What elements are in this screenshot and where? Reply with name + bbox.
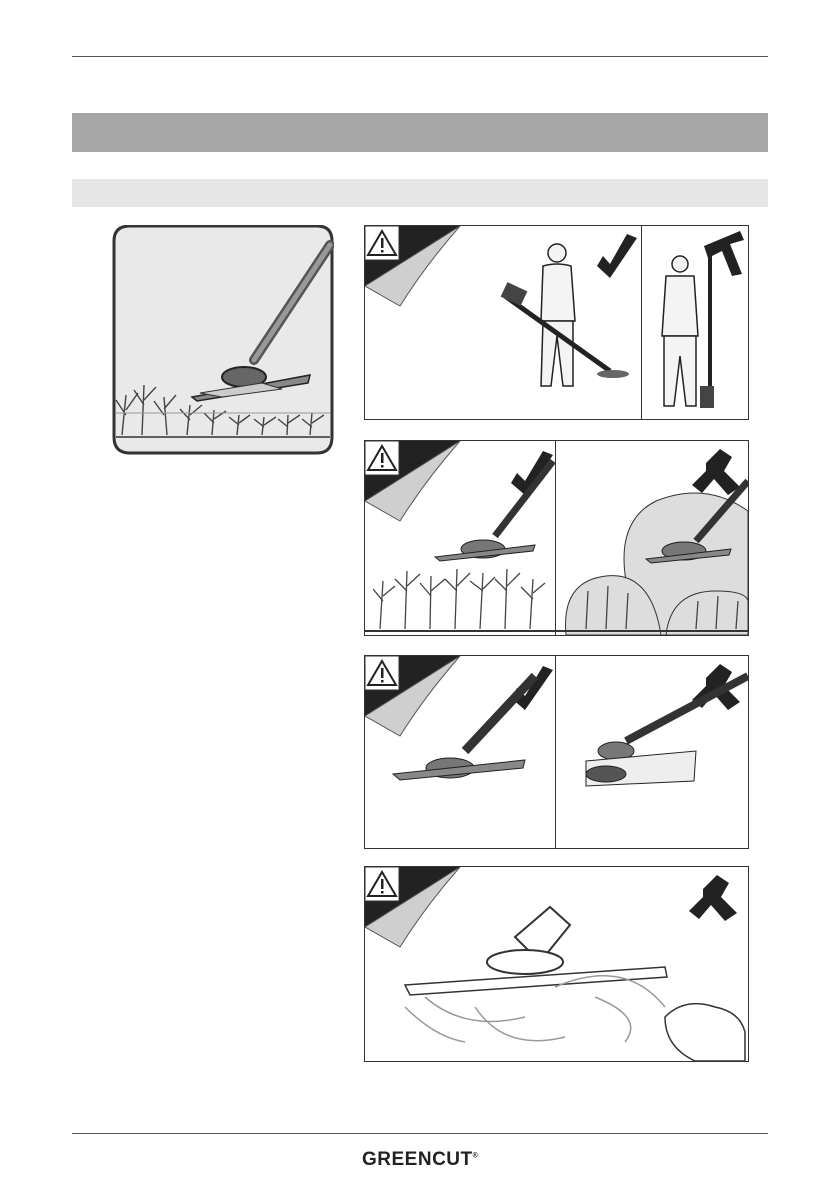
section-header-bar — [72, 113, 768, 152]
greencut-logo — [362, 1149, 482, 1171]
panel-incorrect-bushes — [555, 440, 749, 636]
cutting-grass-illustration — [112, 225, 334, 455]
warning-icon — [365, 226, 399, 260]
check-mark-icon — [597, 234, 637, 278]
subsection-header-bar — [72, 179, 768, 207]
panel-correct-guard — [364, 655, 557, 849]
panel-correct-trim-height — [364, 440, 557, 636]
top-rule — [72, 56, 768, 57]
panel-incorrect-hand-near-line — [364, 866, 749, 1062]
panel-incorrect-no-guard — [555, 655, 749, 849]
registered-mark: ® — [472, 1152, 479, 1160]
bottom-rule — [72, 1133, 768, 1134]
panel-incorrect-holding — [641, 225, 749, 420]
panel-correct-posture — [364, 225, 643, 420]
brand-logo-text: GREENCUT — [362, 1149, 473, 1170]
